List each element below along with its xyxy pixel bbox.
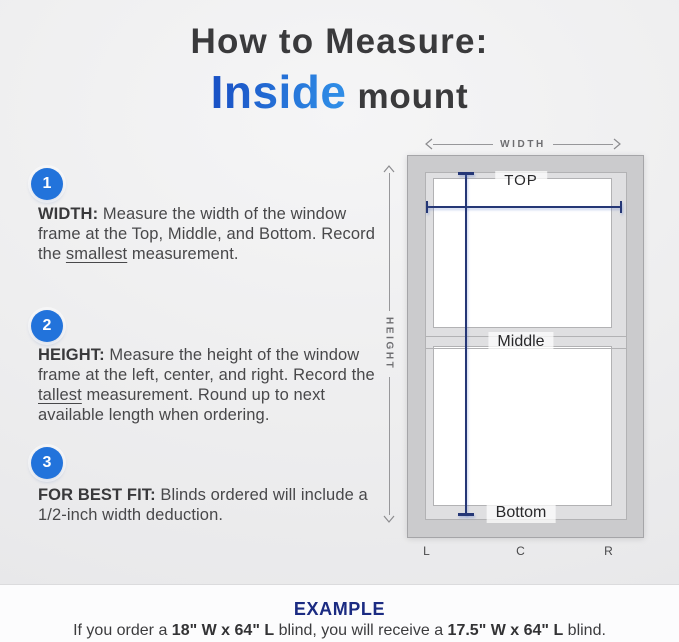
- height-dimension-label: HEIGHT: [383, 317, 395, 371]
- width-dimension-arrow: [424, 138, 622, 150]
- height-dimension-arrow: [382, 164, 396, 524]
- example-text: [0, 622, 679, 640]
- step-1-underlined-word: smallest: [65, 245, 128, 264]
- height-arrow-line-bottom: [389, 377, 390, 515]
- window-pane-bottom: [433, 346, 612, 506]
- label-middle: Middle: [488, 332, 553, 352]
- label-bottom: Bottom: [487, 503, 556, 523]
- mark-left: L: [423, 544, 431, 558]
- title-accent-inside: Inside: [210, 66, 347, 118]
- step-2-body-after: measurement. Round up to next available length when ordering.: [38, 386, 326, 425]
- chevron-right-icon: [613, 138, 622, 150]
- step-1-badge: 1: [31, 168, 63, 200]
- label-top: TOP: [495, 171, 547, 190]
- example-section: [0, 584, 679, 642]
- chevron-up-icon: [383, 164, 395, 173]
- height-measure-line: [465, 173, 467, 515]
- chevron-down-icon: [383, 515, 395, 524]
- height-measure-cap-top: [458, 172, 474, 175]
- step-2-lead: HEIGHT:: [38, 346, 105, 364]
- step-2-body-before: Measure the height of the window frame at the left, center, and right. Record the: [38, 346, 375, 385]
- width-measure-line: [427, 206, 621, 208]
- height-arrow-line-top: [389, 173, 390, 311]
- step-3-body-before: Blinds ordered will include a 1/2-inch width deduction.: [38, 486, 368, 525]
- example-received-size: 17.5" W x 64" L: [447, 622, 564, 639]
- width-arrow-line-left: [433, 144, 493, 145]
- window-measure-diagram: [380, 138, 670, 568]
- step-2-badge: 2: [31, 310, 63, 342]
- example-before: If you order a: [73, 622, 172, 639]
- example-heading: EXAMPLE: [293, 599, 386, 619]
- width-dimension-label: WIDTH: [500, 138, 546, 150]
- example-middle: blind, you will receive a: [274, 622, 448, 639]
- step-2-underlined-word: tallest: [38, 386, 82, 405]
- width-measure-cap-right: [620, 201, 622, 213]
- window-pane-top: [433, 178, 612, 328]
- step-3-lead: FOR BEST FIT:: [38, 486, 156, 504]
- step-1-text: [38, 204, 378, 264]
- step-2-text: [38, 345, 378, 426]
- example-after: blind.: [563, 622, 606, 639]
- step-3-text: [38, 485, 378, 525]
- title-line1: How to Measure:: [190, 22, 489, 61]
- chevron-left-icon: [424, 138, 433, 150]
- example-ordered-size: 18" W x 64" L: [171, 622, 275, 639]
- step-1-lead: WIDTH:: [38, 205, 99, 223]
- title-rest-mount: mount: [357, 77, 469, 116]
- step-1-body-before: Measure the width of the window frame at the Top, Middle, and Bottom. Record the: [38, 205, 376, 264]
- title-line2: [0, 65, 679, 119]
- width-measure-cap-left: [426, 201, 428, 213]
- step-3-badge: 3: [31, 447, 63, 479]
- mark-center: C: [516, 544, 526, 558]
- width-arrow-line-right: [553, 144, 613, 145]
- height-measure-cap-bottom: [458, 513, 474, 516]
- page-title: [0, 22, 679, 119]
- step-1-body-after: measurement.: [127, 245, 239, 264]
- mark-right: R: [604, 544, 614, 558]
